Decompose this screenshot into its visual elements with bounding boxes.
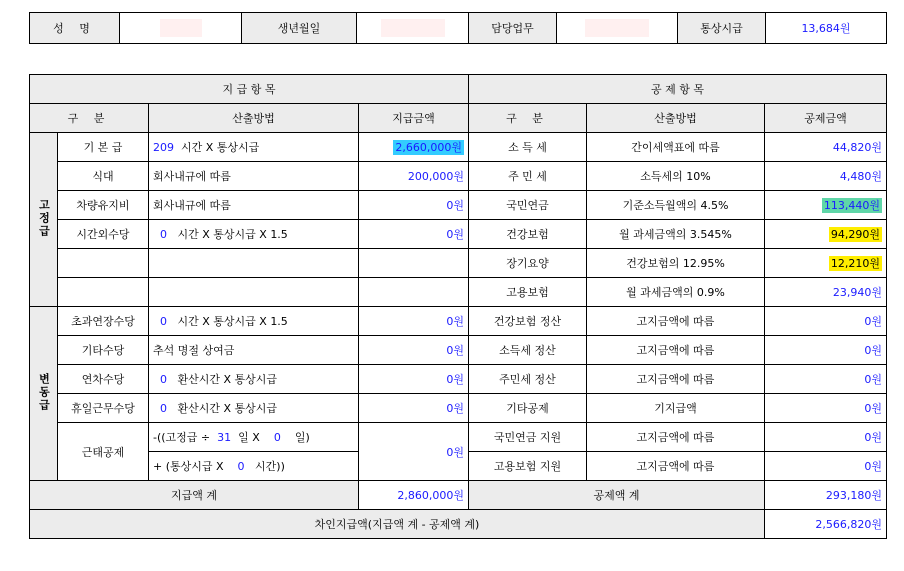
- table-row: [30, 423, 887, 452]
- attendance-formula-line1[interactable]: -((고정급 ÷ 31 일 X 0 일): [149, 423, 359, 452]
- birth-label: 생년월일: [242, 13, 357, 44]
- ded-item: 건강보험: [469, 220, 587, 249]
- pay-amount[interactable]: 0원: [359, 423, 469, 481]
- duty-field[interactable]: [557, 13, 678, 44]
- name-label: 성 명: [30, 13, 120, 44]
- deduction-section-title: 공 제 항 목: [469, 75, 887, 104]
- payroll-table: [29, 74, 887, 539]
- net-pay-label: 차인지급액(지급액 계 - 공제액 계): [30, 510, 765, 539]
- pay-item: 초과연장수당: [58, 307, 149, 336]
- pay-amount[interactable]: 0원: [359, 191, 469, 220]
- pay-item: 연차수당: [58, 365, 149, 394]
- variable-group-label: 변동급: [30, 307, 58, 481]
- ded-amount[interactable]: 94,290원: [765, 220, 887, 249]
- ded-method: 월 과세금액의 0.9%: [587, 278, 765, 307]
- ded-method: 기준소득월액의 4.5%: [587, 191, 765, 220]
- ded-method: 고지금액에 따름: [587, 307, 765, 336]
- ded-amount[interactable]: 0원: [765, 452, 887, 481]
- net-row: [30, 510, 887, 539]
- pay-method[interactable]: [149, 249, 359, 278]
- pay-method[interactable]: 0 시간 X 통상시급 X 1.5: [149, 220, 359, 249]
- ded-item: 고용보험: [469, 278, 587, 307]
- pay-item: 식대: [58, 162, 149, 191]
- ded-method: 건강보험의 12.95%: [587, 249, 765, 278]
- table-row: [30, 220, 887, 249]
- ded-item: 건강보험 정산: [469, 307, 587, 336]
- ded-amount[interactable]: 0원: [765, 307, 887, 336]
- pay-method[interactable]: 추석 명절 상여금: [149, 336, 359, 365]
- ded-item: 장기요양: [469, 249, 587, 278]
- pay-amount[interactable]: [359, 249, 469, 278]
- pay-col-amount: 지급금액: [359, 104, 469, 133]
- table-row: [30, 191, 887, 220]
- pay-item: 차량유지비: [58, 191, 149, 220]
- ded-item: 소 득 세: [469, 133, 587, 162]
- duty-label: 담당업무: [469, 13, 557, 44]
- pay-total-label: 지급액 계: [30, 481, 359, 510]
- ded-item: 고용보험 지원: [469, 452, 587, 481]
- employee-info-table: [29, 12, 887, 44]
- pay-method[interactable]: 회사내규에 따름: [149, 162, 359, 191]
- pay-amount[interactable]: 0원: [359, 365, 469, 394]
- ded-method: 기지급액: [587, 394, 765, 423]
- pay-section-title: 지 급 항 목: [30, 75, 469, 104]
- pay-method[interactable]: 0 환산시간 X 통상시급: [149, 365, 359, 394]
- pay-method[interactable]: 0 시간 X 통상시급 X 1.5: [149, 307, 359, 336]
- wage-value[interactable]: 13,684원: [766, 13, 887, 44]
- ded-method: 고지금액에 따름: [587, 336, 765, 365]
- ded-amount[interactable]: 4,480원: [765, 162, 887, 191]
- ded-method: 고지금액에 따름: [587, 452, 765, 481]
- pay-item: [58, 278, 149, 307]
- ded-col-amount: 공제금액: [765, 104, 887, 133]
- pay-total: 2,860,000원: [359, 481, 469, 510]
- ded-col-method: 산출방법: [587, 104, 765, 133]
- pay-amount[interactable]: 0원: [359, 220, 469, 249]
- table-row: [30, 394, 887, 423]
- ded-method: 월 과세금액의 3.545%: [587, 220, 765, 249]
- ded-amount[interactable]: 113,440원: [765, 191, 887, 220]
- ded-method: 고지금액에 따름: [587, 365, 765, 394]
- pay-method[interactable]: 0 환산시간 X 통상시급: [149, 394, 359, 423]
- net-pay-total: 2,566,820원: [765, 510, 887, 539]
- pay-amount[interactable]: 0원: [359, 307, 469, 336]
- ded-item: 기타공제: [469, 394, 587, 423]
- pay-amount[interactable]: 2,660,000원: [359, 133, 469, 162]
- pay-method[interactable]: [149, 278, 359, 307]
- pay-item: 시간외수당: [58, 220, 149, 249]
- ded-amount[interactable]: 0원: [765, 365, 887, 394]
- table-row: [30, 336, 887, 365]
- table-row: [30, 249, 887, 278]
- ded-item: 국민연금 지원: [469, 423, 587, 452]
- table-row: [30, 133, 887, 162]
- pay-col-method: 산출방법: [149, 104, 359, 133]
- pay-method[interactable]: 회사내규에 따름: [149, 191, 359, 220]
- pay-amount[interactable]: 0원: [359, 336, 469, 365]
- pay-amount[interactable]: 200,000원: [359, 162, 469, 191]
- ded-method: 간이세액표에 따름: [587, 133, 765, 162]
- pay-item: 휴일근무수당: [58, 394, 149, 423]
- ded-col-type: 구 분: [469, 104, 587, 133]
- ded-amount[interactable]: 12,210원: [765, 249, 887, 278]
- deduction-total: 293,180원: [765, 481, 887, 510]
- ded-method: 소득세의 10%: [587, 162, 765, 191]
- pay-amount[interactable]: [359, 278, 469, 307]
- pay-method[interactable]: 209 시간 X 통상시급: [149, 133, 359, 162]
- name-field[interactable]: [120, 13, 242, 44]
- ded-item: 주 민 세: [469, 162, 587, 191]
- fixed-group-label: 고정급: [30, 133, 58, 307]
- ded-amount[interactable]: 0원: [765, 394, 887, 423]
- ded-amount[interactable]: 23,940원: [765, 278, 887, 307]
- pay-amount[interactable]: 0원: [359, 394, 469, 423]
- pay-item: 기 본 급: [58, 133, 149, 162]
- pay-col-type: 구 분: [30, 104, 149, 133]
- ded-amount[interactable]: 44,820원: [765, 133, 887, 162]
- ded-method: 고지금액에 따름: [587, 423, 765, 452]
- wage-label: 통상시급: [678, 13, 766, 44]
- pay-item: 기타수당: [58, 336, 149, 365]
- totals-row: [30, 481, 887, 510]
- table-row: [30, 162, 887, 191]
- ded-item: 소득세 정산: [469, 336, 587, 365]
- ded-amount[interactable]: 0원: [765, 336, 887, 365]
- table-row: [30, 307, 887, 336]
- pay-item: 근태공제: [58, 423, 149, 481]
- ded-amount[interactable]: 0원: [765, 423, 887, 452]
- table-row: [30, 365, 887, 394]
- ded-item: 주민세 정산: [469, 365, 587, 394]
- ded-item: 국민연금: [469, 191, 587, 220]
- pay-item: [58, 249, 149, 278]
- attendance-formula-line2[interactable]: + (통상시급 X 0 시간)): [149, 452, 359, 481]
- table-row: [30, 278, 887, 307]
- birth-field[interactable]: [357, 13, 469, 44]
- deduction-total-label: 공제액 계: [469, 481, 765, 510]
